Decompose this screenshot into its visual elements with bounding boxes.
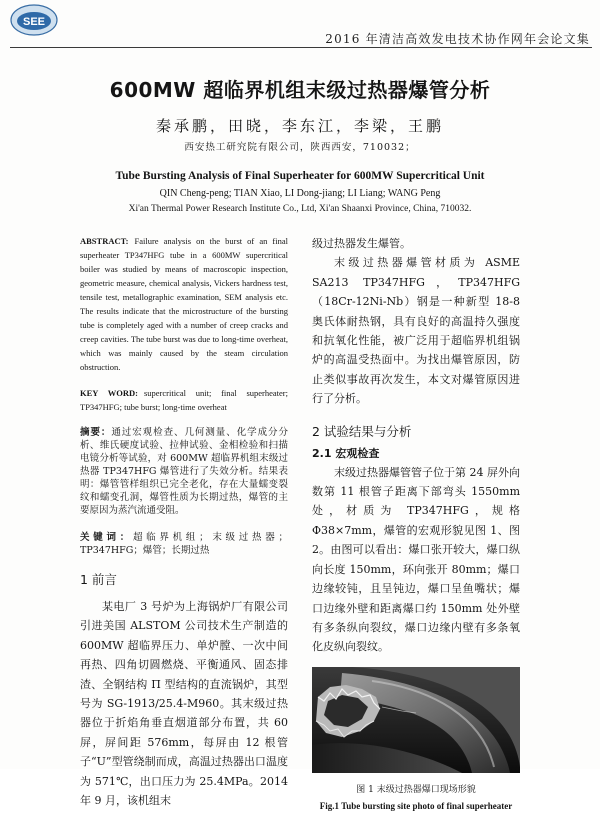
abstract-en: [80, 234, 288, 374]
paper-title-cn: 600MW 超临界机组末级过热器爆管分析: [109, 78, 491, 102]
section-2-1-heading: 2.1 宏观检查: [312, 446, 380, 460]
authors-en: QIN Cheng-peng; TIAN Xiao, LI Dong-jiang; LI Liang; WANG Peng: [159, 188, 441, 199]
proceedings-title: 2016 年清洁高效发电技术协作网年会论文集: [325, 32, 590, 46]
abstract-en-label: ABSTRACT:: [80, 236, 129, 246]
authors-cn: 秦承鹏，田晓，李东江，李梁，王鹏: [155, 117, 444, 135]
left-column: [80, 234, 288, 808]
header-rule: [10, 47, 592, 48]
keywords-en: [80, 386, 288, 414]
figure-1-caption-cn: 图 1 末级过热器爆口现场形貌: [356, 784, 476, 795]
abstract-cn-text: 通过宏观检查、几何测量、化学成分分析、维氏硬度试验、拉伸试验、金相检验和扫描电镜分析等试验，对 600MW 超临界机组末级过热器 TP347HFG 爆管进行了失效分析。结果表明：爆管管样组织已完全老化，存在大量蠕变裂纹和蠕变孔洞，爆管性质为长期过热，爆管的主要原因为蒸汽流通受阻。: [80, 427, 288, 516]
abstract-en-text: Failure analysis on the burst of an final superheater TP347HFG tube in a 600MW supercritical boiler was studied by means of macroscopic inspection, geometric measure, chemical analysis, Vickers hardness test, tensile test, metallographic examination, SEM analysis etc. The results indicate that the microstructure of the bursting tube is completely aged with a number of creep cracks and creep cavities. The tube burst was due to long-time overheat, which was mainly caused by the steam circulation obstruction.: [80, 236, 288, 372]
paper-title-en: Tube Bursting Analysis of Final Superheater for 600MW Supercritical Unit: [115, 170, 485, 182]
see-logo: [10, 4, 58, 36]
keywords-cn-text: 超临界机组；末级过热器；TP347HFG；爆管；长期过热: [80, 532, 288, 556]
abstract-cn: [80, 426, 288, 517]
affiliation-en: Xi'an Thermal Power Research Institute Co., Ltd, Xi'an Shaanxi Province, China, 710032.: [128, 204, 472, 214]
logo-text: SEE: [22, 16, 46, 28]
macro-inspection-paragraph: 末级过热器爆管管子位于第 24 屏外向数第 11 根管子距离下部弯头 1550mm 处，材质为 TP347HFG，规格 Φ38×7mm，爆管的宏观形貌见图 1、图 2。由图可以看出：爆口张开较大，爆口纵向长度 150mm，环向张开 80mm；爆口边缘较钝，且呈钝边，爆口呈鱼嘴状；爆口边缘外壁和距离爆口约 150mm 处外壁有多条纵向裂纹，爆口边缘内壁有多条氧化皮纵向裂纹。: [312, 465, 520, 654]
keywords-cn: [80, 531, 288, 557]
tube-burst-photo: [312, 667, 520, 773]
intro-continuation: 级过热器发生爆管。: [312, 237, 411, 250]
section-2-heading: 2 试验结果与分析: [312, 423, 412, 439]
keywords-en-text: supercritical unit; final superheater; TP347HFG; tube burst; long-time overheat: [80, 388, 288, 412]
affiliation-cn: 西安热工研究院有限公司，陕西西安，710032；: [184, 142, 416, 153]
abstract-cn-label: 摘要：: [80, 427, 112, 438]
section-1-paragraph: 某电厂 3 号炉为上海锅炉厂有限公司引进美国 ALSTOM 公司技术生产制造的 600MW 超临界压力、单炉膛、一次中间再热、四角切圆燃烧、平衡通风、固态排渣、全钢结构 Π 型结构的直流锅炉，其型号为 SG-1913/25.4-M960。其末级过热器位于折焰角垂直烟道部分布置，共 60 屏，屏间距 576mm，每屏由 12 根管子“U”型管绕制而成，高温过热器出口温度为 571℃，出口压力为 25.4MPa。2014 年 9 月，该机组末: [80, 600, 288, 808]
right-column: [312, 234, 520, 811]
section-1-heading: 1 前言: [80, 572, 117, 587]
keywords-cn-label: 关键词：: [80, 532, 133, 543]
keywords-en-label: KEY WORD:: [80, 388, 138, 398]
material-paragraph: 末级过热器爆管材质为 ASME SA213 TP347HFG，TP347HFG（18Cr-12Ni-Nb）钢是一种新型 18-8 奥氏体耐热钢，具有良好的高温持久强度和抗氧化性能，被广泛用于超临界机组锅炉的高温受热面中。为找出爆管原因，防止类似事故再次发生，本文对爆管原因进行了分析。: [312, 256, 520, 406]
figure-1-caption-en: Fig.1 Tube bursting site photo of final superheater: [319, 800, 513, 811]
